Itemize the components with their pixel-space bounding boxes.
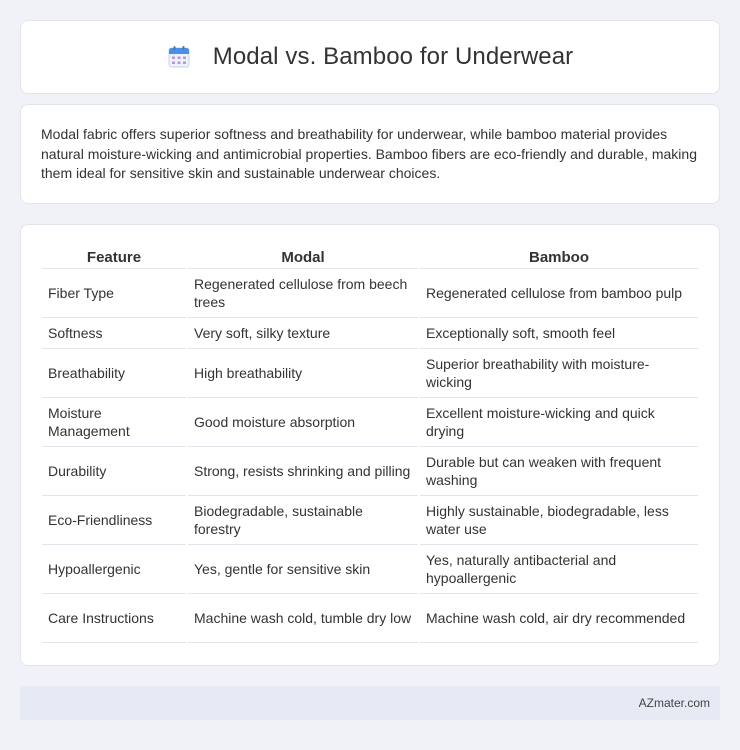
bamboo-cell: Highly sustainable, biodegradable, less water use: [420, 496, 698, 545]
modal-cell: Very soft, silky texture: [188, 318, 418, 349]
modal-cell: Strong, resists shrinking and pilling: [188, 447, 418, 496]
modal-cell: Machine wash cold, tumble dry low: [188, 594, 418, 643]
bamboo-cell: Superior breathability with moisture-wicking: [420, 349, 698, 398]
summary-text: Modal fabric offers superior softness and breathability for underwear, while bamboo material provides natural moisture-wicking and antimicrobial properties. Bamboo fibers are eco-friendly and durable, making them ideal for sensitive skin and sustainable underwear choices.: [41, 126, 697, 181]
footer-brand: AZmater.com: [638, 696, 710, 710]
bamboo-cell: Machine wash cold, air dry recommended: [420, 594, 698, 643]
header-modal: Modal: [188, 243, 418, 269]
table-row: [42, 545, 698, 594]
feature-cell: Breathability: [42, 349, 186, 398]
table-row: [42, 496, 698, 545]
page-title: Modal vs. Bamboo for Underwear: [212, 43, 574, 70]
feature-cell: Softness: [42, 318, 186, 349]
modal-cell: Good moisture absorption: [188, 398, 418, 447]
table-row: [42, 269, 698, 318]
bamboo-cell: Durable but can weaken with frequent washing: [420, 447, 698, 496]
feature-cell: Eco-Friendliness: [42, 496, 186, 545]
feature-cell: Care Instructions: [42, 594, 186, 643]
table-row: [42, 398, 698, 447]
table-row: [42, 594, 698, 643]
bamboo-cell: Excellent moisture-wicking and quick drying: [420, 398, 698, 447]
feature-cell: Hypoallergenic: [42, 545, 186, 594]
comparison-table: [40, 243, 700, 643]
table-row: [42, 318, 698, 349]
table-row: [42, 349, 698, 398]
feature-cell: Fiber Type: [42, 269, 186, 318]
bamboo-cell: Yes, naturally antibacterial and hypoallergenic: [420, 545, 698, 594]
calendar-icon: [167, 45, 191, 69]
title-wrap: [167, 43, 574, 71]
modal-cell: Yes, gentle for sensitive skin: [188, 545, 418, 594]
table-row: [42, 447, 698, 496]
bamboo-cell: Regenerated cellulose from bamboo pulp: [420, 269, 698, 318]
header-bamboo: Bamboo: [420, 243, 698, 269]
modal-cell: Biodegradable, sustainable forestry: [188, 496, 418, 545]
comparison-table-card: [20, 224, 720, 666]
modal-cell: Regenerated cellulose from beech trees: [188, 269, 418, 318]
feature-cell: Moisture Management: [42, 398, 186, 447]
footer-bar: [20, 686, 720, 720]
bamboo-cell: Exceptionally soft, smooth feel: [420, 318, 698, 349]
feature-cell: Durability: [42, 447, 186, 496]
header-card: [20, 20, 720, 94]
modal-cell: High breathability: [188, 349, 418, 398]
header-feature: Feature: [42, 243, 186, 269]
table-header-row: [42, 243, 698, 269]
summary-card: [20, 104, 720, 204]
